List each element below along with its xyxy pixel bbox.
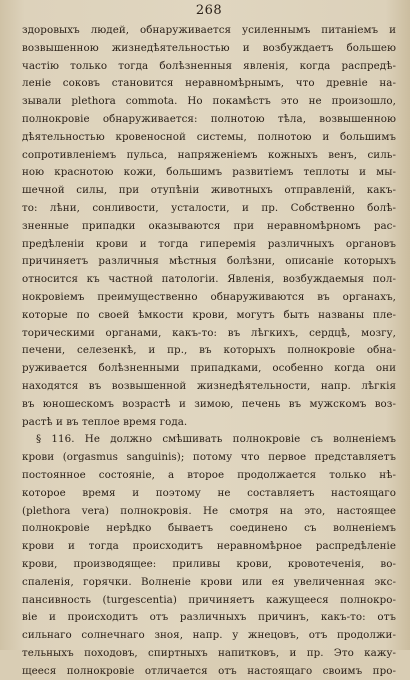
text-line: нокровiемъ преимущественно обнаруживаются въ органахъ, xyxy=(22,290,396,303)
text-line: находятся въ возвышенной жизнедѣятельности, напр. лѣгкiя xyxy=(22,379,396,392)
text-line: тельныхъ походовъ, спиртныхъ напитковъ, и пр. Это кажу- xyxy=(22,646,396,659)
text-line: растѣ и въ теплое время года. xyxy=(22,415,188,428)
text-line: здоровыхъ людей, обнаруживается усиленнымъ питанiемъ и xyxy=(22,24,396,36)
text-line: крови, производящее: приливы крови, кровотеченiя, во- xyxy=(22,557,396,570)
text-line: дѣятельностью кровеносной системы, полнотою и большимъ xyxy=(22,130,396,143)
text-line: постоянное состоянiе, а второе продолжается только нѣ- xyxy=(22,468,396,481)
text-line: руживается болѣзненными припадками, особенно когда они xyxy=(22,362,396,375)
text-line: печени, селезенкѣ, и пр., въ которыхъ полнокровiе обна- xyxy=(22,344,396,357)
text-line: сопротивленiемъ пульса, напряженiемъ кожныхъ венъ, силь- xyxy=(22,148,396,161)
text-line: зывали plethora commota. Но покамѣстъ это не произошло, xyxy=(22,95,396,108)
text-line: сильнаго солнечнаго зноя, напр. у жнецовъ, отъ продолжи- xyxy=(22,629,396,642)
text-line: крови (orgasmus sanguinis); потому что первое представляетъ xyxy=(22,451,396,464)
text-line: которое время и поэтому не составляетъ настоящаго xyxy=(22,486,396,499)
text-line: частiю только тогда болѣзненныя явленiя, когда распредѣ- xyxy=(22,59,396,72)
text-line: ленiе соковъ становится неравномѣрнымъ, что древнiе на- xyxy=(22,77,396,90)
text-line: то: лѣни, сонливости, усталости, и пр. Собственно болѣ- xyxy=(22,201,396,214)
text-line: полнокровiе обнаруживается: полнотою тѣла, возвышенною xyxy=(22,112,396,125)
text-line: предѣленiи крови и тогда гиперемiя различныхъ органовъ xyxy=(22,237,396,250)
text-line: въ юношескомъ возрастѣ и зимою, печень въ мужскомъ воз- xyxy=(22,397,396,410)
text-line: § 116. Не должно смѣшивать полнокровiе съ волненiемъ xyxy=(36,433,396,446)
page-number: 268 xyxy=(195,3,223,18)
text-line: шечной силы, при отупѣнiи животныхъ отправленiй, какъ- xyxy=(22,184,396,197)
text-line: которые по своей ѣмкости крови, могутъ быть названы пле- xyxy=(22,308,396,321)
text-line: полнокровiе нерѣдко бываетъ соединено съ волненiемъ xyxy=(22,522,396,535)
page-body-text xyxy=(22,22,396,680)
text-line: возвышенною жизнедѣятельностью и возбуждаетъ большею xyxy=(22,41,396,54)
text-line: (plethora vera) полнокровiя. Не смотря на это, настоящее xyxy=(22,504,396,517)
text-line: ною краснотою кожи, большимъ развитiемъ теплоты и мы- xyxy=(22,166,396,179)
text-line: причиняетъ различныя мѣстныя болѣзни, описанiе которыхъ xyxy=(22,255,396,268)
text-line: спаленiя, горячки. Волненiе крови или ея увеличенная экс- xyxy=(22,575,396,588)
text-line: пансивность (turgescentia) причиняетъ кажущееся полнокро- xyxy=(22,593,396,606)
text-line: зненные припадки оказываются при неравномѣрномъ рас- xyxy=(22,219,396,232)
text-line: торическими органами, какъ-то: въ лѣгкихъ, сердцѣ, мозгу, xyxy=(22,326,396,339)
text-line: щееся полнокровiе отличается отъ настоящаго своимъ про- xyxy=(22,664,396,677)
text-line: вiе и происходитъ отъ различныхъ причинъ, какъ-то: отъ xyxy=(22,611,396,624)
text-line: относится къ частной патологiи. Явленiя, возбуждаемыя пол- xyxy=(22,273,396,286)
text-line: крови и тогда происходитъ неравномѣрное распредѣленiе xyxy=(22,540,396,553)
